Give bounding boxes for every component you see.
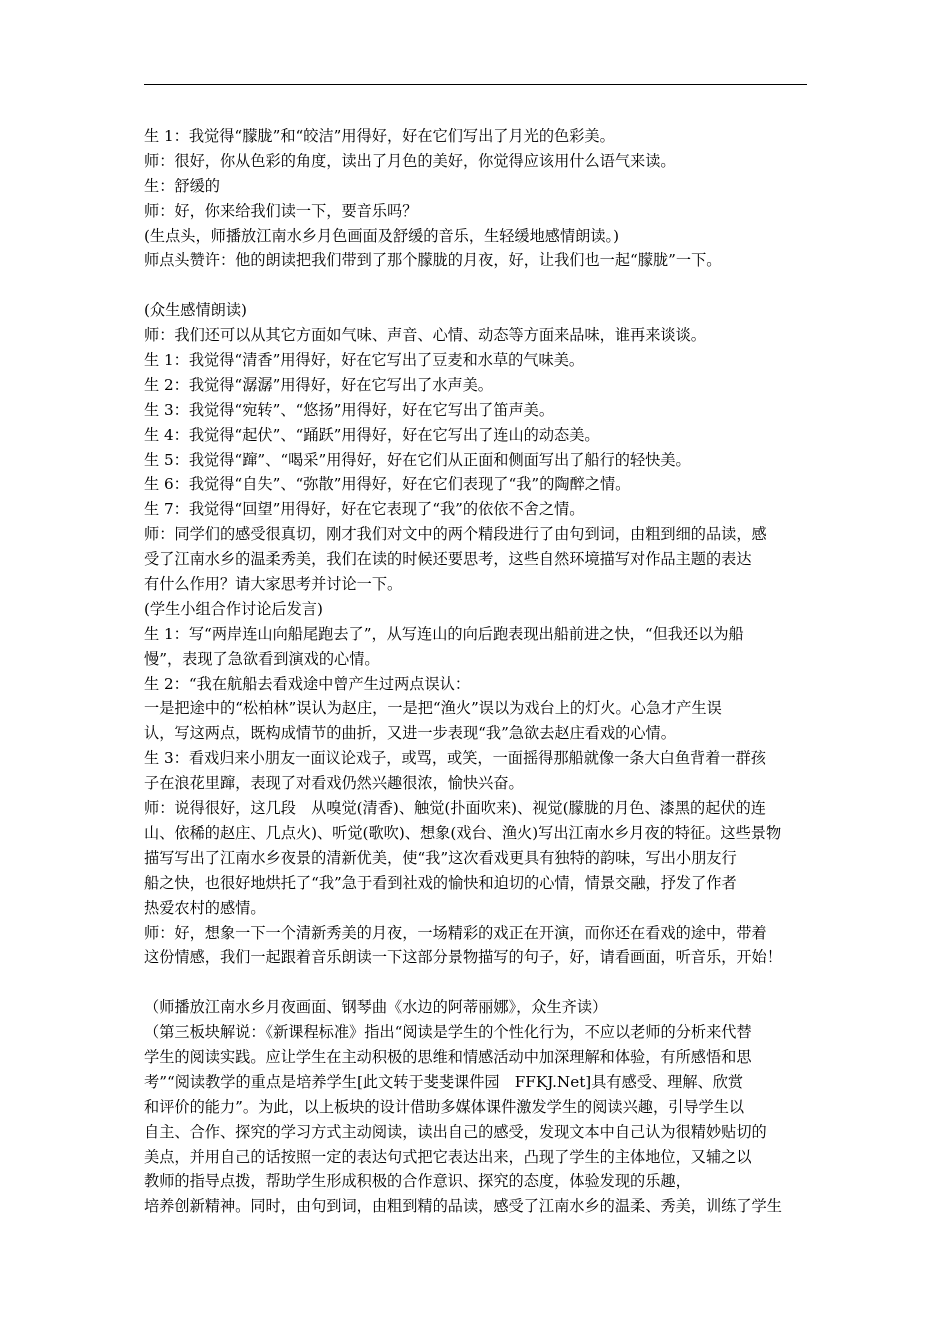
text-line: （第三板块解说：《新课程标准》指出“阅读是学生的个性化行为，不应以老师的分析来代替 — [144, 1023, 752, 1042]
text-line: 师：说得很好，这几段 从嗅觉(清香)、触觉(扑面吹来)、视觉(朦胧的月色、漆黑的起伏的连 — [144, 799, 766, 818]
text-line: 一是把途中的“松柏林”误认为赵庄，一是把“渔火”误以为戏台上的灯火。心急才产生误 — [144, 699, 722, 718]
text-line: 船之快，也很好地烘托了“我”急于看到社戏的愉快和迫切的心情，情景交融，抒发了作者 — [144, 873, 737, 892]
text-line: 生 3：看戏归来小朋友一面议论戏子，或骂，或笑，一面摇得那船就像一条大白鱼背着一群孩 — [144, 749, 766, 768]
text-line: 慢”，表现了急欲看到演戏的心情。 — [144, 649, 380, 668]
text-line: 热爱农村的感情。 — [144, 898, 266, 917]
text-line: 生 7：我觉得“回望”用得好，好在它表现了“我”的依依不舍之情。 — [144, 500, 585, 519]
text-line: 生 2：我觉得“潺潺”用得好，好在它写出了水声美。 — [144, 375, 493, 394]
text-line: 师：我们还可以从其它方面如气味、声音、心情、动态等方面来品味，谁再来谈谈。 — [144, 326, 706, 345]
text-line: 师：好，想象一下一个清新秀美的月夜，一场精彩的戏正在开演，而你还在看戏的途中，带着 — [144, 923, 767, 942]
text-line: 学生的阅读实践。应让学生在主动积极的思维和情感活动中加深理解和体验，有所感悟和思 — [144, 1047, 752, 1066]
text-line: (众生感情朗读) — [144, 301, 247, 320]
text-line: 师：很好，你从色彩的角度，读出了月色的美好，你觉得应该用什么语气来读。 — [144, 151, 676, 170]
text-line: 这份情感，我们一起跟着音乐朗读一下这部分景物描写的句子，好，请看画面，听音乐，开始！ — [144, 948, 782, 967]
text-line: 自主、合作、探究的学习方式主动阅读，读出自己的感受，发现文本中自己认为很精妙贴切的 — [144, 1122, 767, 1141]
text-line: 生 4：我觉得“起伏”、“踊跃”用得好，好在它写出了连山的动态美。 — [144, 425, 600, 444]
text-line: 生 1：我觉得“清香”用得好，好在它写出了豆麦和水草的气味美。 — [144, 351, 585, 370]
text-line: (学生小组合作讨论后发言) — [144, 599, 323, 618]
text-line: 生 2：“我在航船去看戏途中曾产生过两点误认： — [144, 674, 471, 693]
text-line: 教师的指导点拨，帮助学生形成积极的合作意识、探究的态度，体验发现的乐趣， — [144, 1172, 691, 1191]
header-rule — [144, 84, 807, 85]
document-body — [144, 124, 824, 1219]
text-line: 和评价的能力”。为此，以上板块的设计借助多媒体课件激发学生的阅读兴趣，引导学生以 — [144, 1097, 745, 1116]
text-line: 有什么作用？请大家思考并讨论一下。 — [144, 575, 403, 594]
text-line: 生：舒缓的 — [144, 176, 220, 195]
blank-line — [144, 970, 824, 995]
text-line: （师播放江南水乡月夜画面、钢琴曲《水边的阿蒂丽娜》，众生齐读） — [144, 998, 608, 1017]
text-line: 生 1：写“两岸连山向船尾跑去了”，从写连山的向后跑表现出船前进之快，“但我还以为船 — [144, 624, 744, 643]
text-line: 子在浪花里蹿，表现了对看戏仍然兴趣很浓，愉快兴奋。 — [144, 774, 524, 793]
text-line: 山、依稀的赵庄、几点火)、听觉(歌吹)、想象(戏台、渔火)写出江南水乡月夜的特征。这些景物 — [144, 823, 782, 842]
text-line: 描写写出了江南水乡夜景的清新优美，使“我”这次看戏更具有独特的韵味，写出小朋友行 — [144, 848, 737, 867]
text-line: 师：同学们的感受很真切，刚才我们对文中的两个精段进行了由句到词，由粗到细的品读，感 — [144, 525, 767, 544]
text-line: 师：好，你来给我们读一下，要音乐吗？ — [144, 201, 418, 220]
text-line: 师点头赞许：他的朗读把我们带到了那个朦胧的月夜，好，让我们也一起“朦胧”一下。 — [144, 251, 722, 270]
text-line: 生 6：我觉得“自失”、“弥散”用得好，好在它们表现了“我”的陶醉之情。 — [144, 475, 631, 494]
text-line: 生 1：我觉得“朦胧”和“皎洁”用得好，好在它们写出了月光的色彩美。 — [144, 127, 615, 145]
text-line: 美点，并用自己的话按照一定的表达句式把它表达出来，凸现了学生的主体地位，又辅之以 — [144, 1147, 752, 1166]
text-line: 认，写这两点，既构成情节的曲折，又进一步表现“我”急欲去赵庄看戏的心情。 — [144, 724, 676, 743]
text-line: 生 3：我觉得“宛转”、“悠扬”用得好，好在它写出了笛声美。 — [144, 400, 555, 419]
text-line: 培养创新精神。同时，由句到词，由粗到精的品读，感受了江南水乡的温柔、秀美，训练了学生 — [144, 1197, 782, 1216]
text-line: 考”“阅读教学的重点是培养学生[此文转于斐斐课件园 FFKJ.Net]具有感受、理解、欣赏 — [144, 1072, 744, 1091]
blank-line — [144, 273, 824, 298]
text-line: (生点头，师播放江南水乡月色画面及舒缓的音乐，生轻缓地感情朗读。) — [144, 226, 620, 245]
text-line: 生 5：我觉得“蹿”、“喝采”用得好，好在它们从正面和侧面写出了船行的轻快美。 — [144, 450, 691, 469]
text-line: 受了江南水乡的温柔秀美，我们在读的时候还要思考，这些自然环境描写对作品主题的表达 — [144, 550, 752, 569]
